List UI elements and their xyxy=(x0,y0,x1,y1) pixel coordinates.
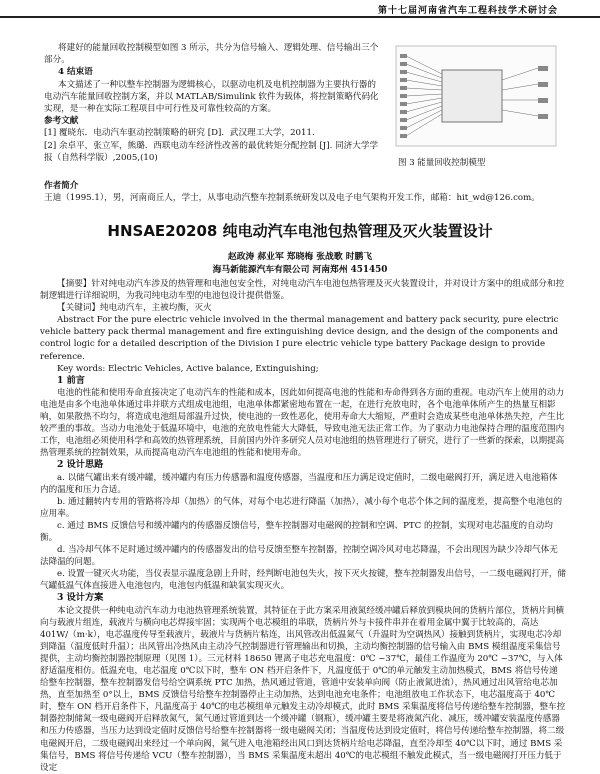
paper-body xyxy=(40,278,566,774)
keywords-en: Key words: Electric Vehicles, Active balance, Extinguishing; xyxy=(57,363,319,374)
paragraph: e. 设置一键灭火功能，当仪表显示温度急剧上升时，经判断电池包失火，按下灭火按键，整车控制器发出信号，一二级电磁阀打开，储气罐低温气体直接进入电池包内，电池包内低温和缺氧实现灭火。 xyxy=(40,569,566,592)
author-bio xyxy=(44,180,574,204)
paragraph: a. 以储气罐出来有缓冲罐，缓冲罐内有压力传感器和温度传感器，当温度和压力满足设定值时，二级电磁阀打开，满足进入电池箱体内的温度和压力合适。 xyxy=(40,472,558,495)
section-heading: 3 设计方案 xyxy=(57,592,104,604)
paragraph: 电池的性能和使用寿命直接决定了电动汽车的性能和成本，因此如何提高电池的性能和寿命得到各方面的重视。电动汽车上使用的动力电池是由多个电池单体通过串并联方式组成电池组，电池单体都紧密地布置在一起，在进行充放电时，各个电池单体所产生的热量互相影响，如果散热不均匀，将造成电池组局部温升过快，使电池的一致性恶化，使用寿命大大缩短，严重时会造成某些电池单体热失控，产生比较严重的事故。当动力电池处于低温环境中，电池的充放电性能大大降低，导致电池无法正常工作。为了驱动力电池保持合理的温度范围内工作，电池组必须使用科学和高效的热管理系统，目前国内外许多研究人员对电池组的热管理进行了研究，进行了一些新的探索，以期提高热管理系统的控制效果，从而提高电动汽车电池组的性能和使用寿命。 xyxy=(40,387,565,459)
paper-title: HNSAE20208 纯电动汽车电池包热管理及灭火装置设计 xyxy=(107,222,493,240)
author-bio-text: 王迪（1995.1），男，河南商丘人，学士，从事电动汽整车控制系统研发以及电子电气架构开发工作，邮箱：hit_wd@126.com。 xyxy=(44,193,540,203)
author-bio-heading: 作者简介 xyxy=(44,181,79,191)
paragraph: 将建好的能量回收控制模型如图 3 所示，共分为信号输入、逻辑处理、信号输出三个部分。 xyxy=(44,43,379,66)
previous-paper-ending xyxy=(44,42,384,164)
paragraph: 本文描述了一种以整车控制器为逻辑核心，以驱动电机及电机控制器为主要执行器的电动汽车能量回收控制方案，并以 MATLAB/Simulink 软件为载体，将控制策略代码化实现，是一种在实际工程项目中可行性及可靠性较高的方案。 xyxy=(44,79,379,115)
references-heading: 参考文献 xyxy=(44,116,79,127)
section-heading: 4 结束语 xyxy=(58,67,93,78)
paragraph: 本论文提供一种纯电动汽车动力电池热管理系统装置，其特征在于此方案采用液氮经缓冲罐后释放到模块间的货柄片部位，货柄片间横向与载液片组连，载液片与横向电芯焊接牢固；实现两个电芯模组的串联，货柄片外与卡接件串并在着用金属中翼于比较高的，高达 401W/（m·k），电芯温度传导至载液片，载液片与货柄片粘连，出风管改出低温氮气（升温时为空调热风）接触到货柄片，实现电芯冷却到降温（温度低时升温）；出风管出冷热风由主动冷气控制器进行管理输出和切换，主动均衡控制器的信号输入由 BMS 模组温度采集信号提供，主动均衡控制器控制原理（见图 1）。三元材料 18650 锂离子电芯充电温度：0℃ ~37℃，最佳工作温度为 20℃ ~37℃，与入体舒适温度相仿。低温充电，电芯温度 0℃以下时，整车 ON 档开启条件下，凡温度低于 0℃的单元触发主动加热模式，BMS 将信号传递给整车控制器，整车控制器发信号给空调系统 PTC 加热，热风通过管道，管道中安装单向阀（防止液氮进流），热风通过出风管给电芯加热，直至加热至 0°以上，BMS 反馈信号给整车控制器停止主动加热，达到电池充电条件；电池组放电工作状态下，电芯温度高于 40℃时，整车 ON 档开启条件下，凡温度高于 40℃的电芯模组单元触发主动冷却模式，此时 BMS 采集温度将信号传递给整车控制器，整车控制器控制储氮一级电磁阀开启释放氮气，氮气通过管道到达一个缓冲罐（钢瓶），缓冲罐主要是将液氮汽化、减压，缓冲罐安装温度传感器和压力传感器，当压力达到设定值时反馈信号给整车控制器将一级电磁阀关闭；当温度传达到设定值时，将信号传递给整车控制器，将二级电磁阀开启，二级电磁阀出来经过一个单向阀，氮气进入电池箱经出风口到达货柄片给电芯降温，直至冷却至 40℃以下时，通过 BMS 采集信号，BMS 将信号传递给 VCU（整车控制器），当 BMS 采集温度未超出 40℃的电芯模组不触发此模式，当一级电磁阀打开压力低于设定 xyxy=(40,605,566,773)
paper-affiliation: 海马新能源汽车有限公司 河南郑州 451450 xyxy=(212,265,388,275)
conference-name: 第十七届河南省汽车工程科技学术研讨会 xyxy=(377,6,558,16)
figure-caption: 图 3 能量回收控制模型 xyxy=(398,158,486,168)
running-header xyxy=(0,0,600,16)
paragraph: b. 通过翻转内专用的管路将冷却（加热）的气体，对每个电芯进行降温（加热），减小每个电芯个体之间的温度差，提高整个电池包的应用率。 xyxy=(40,496,563,519)
paper-authors: 赵政涛 郝业军 郑晓梅 张战歌 时鹏飞 xyxy=(227,252,373,262)
header-rule xyxy=(0,16,600,18)
paragraph: d. 当冷却气体不足时通过缓冲罐内的传感器发出的信号反馈至整车控制器，控制空调冷风对电芯降温，不会出现因为缺少冷却气体无法降温的问题。 xyxy=(40,545,558,568)
reference-item: [1] 覆晓东．电动汽车驱动控制策略的研究 [D]．武汉理工大学，2011. xyxy=(44,128,315,139)
abstract-cn: 【摘要】针对纯电动汽车涉及的热管理和电池包安全性，对纯电动汽车电池包热管理及灭火装置设计，并对设计方案中的组成部分和控制逻辑进行详细说明，为我司纯电动车型的电池包设计提供借鉴。 xyxy=(40,279,565,302)
section-heading: 1 前言 xyxy=(57,374,85,386)
abstract-en: Abstract For the pure electric vehicle involved in the thermal management and battery pack security, pure electric vehicle battery pack thermal management and fire extinguishing device design, and the design of the components and control logic for a detailed description of the Division I pure electric vehicle type battery Package design to provide reference. xyxy=(40,315,559,362)
block-diagram-graphic xyxy=(392,40,562,156)
section-heading: 2 设计思路 xyxy=(57,459,104,471)
keywords-cn: 【关键词】纯电动汽车，主被均衡，灭火 xyxy=(57,303,212,314)
reference-item: [2] 余卓平，张立军，熊璐．西联电动车经济性改善的最优转矩分配控制 [J]. 同济大学学报（自然科学版）,2005,(10) xyxy=(44,140,379,163)
paragraph: c. 通过 BMS 反馈信号和缓冲罐内的传感器反馈信号，整车控制器对电磁阀的控制和空调、PTC 的控制，实现对电芯温度的自动均衡。 xyxy=(40,520,553,543)
figure-3 xyxy=(392,40,562,168)
